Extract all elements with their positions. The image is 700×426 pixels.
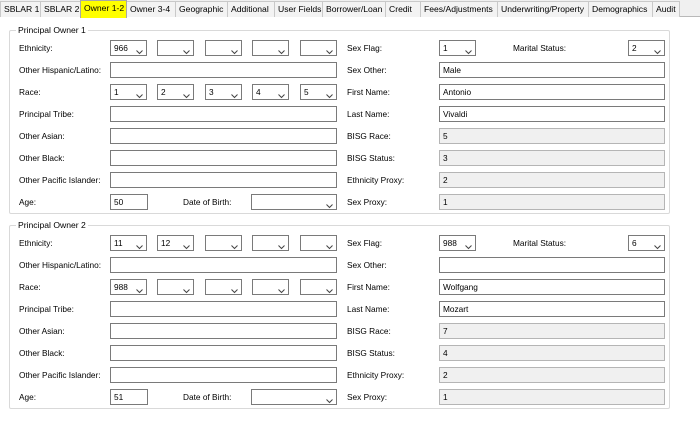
tab-label: SBLAR 1 (4, 4, 40, 14)
chevron-down-icon (231, 45, 238, 51)
other-pacific-label: Other Pacific Islander: (19, 175, 101, 185)
other-asian-label: Other Asian: (19, 131, 65, 141)
last-name-field[interactable]: Vivaldi (439, 106, 665, 122)
marital-status-select[interactable] (628, 40, 665, 56)
age-field[interactable]: 50 (110, 194, 148, 210)
ethnicity-label: Ethnicity: (19, 43, 53, 53)
sex-flag-select[interactable] (439, 40, 476, 56)
other-pacific-label: Other Pacific Islander: (19, 370, 101, 380)
sex-flag-select[interactable] (439, 235, 476, 251)
chevron-down-icon (231, 284, 238, 290)
last-name-label: Last Name: (347, 304, 390, 314)
ethnicity-select-3[interactable] (205, 40, 242, 56)
chevron-down-icon (231, 240, 238, 246)
tab-sblar-2[interactable] (40, 1, 81, 17)
ethnicity-select-5[interactable] (300, 40, 337, 56)
chevron-down-icon (231, 89, 238, 95)
select-value: 1 (443, 43, 448, 53)
race-select-3[interactable] (205, 279, 242, 295)
tab-label: Audit (656, 4, 676, 14)
ethnicity-label: Ethnicity: (19, 238, 53, 248)
tab-owner-3-4[interactable] (126, 1, 176, 17)
tab-label: Fees/Adjustments (424, 4, 493, 14)
chevron-down-icon (278, 89, 285, 95)
sex-flag-label: Sex Flag: (347, 43, 383, 53)
chevron-down-icon (465, 45, 472, 51)
select-value: 1 (114, 87, 119, 97)
sex-other-field[interactable]: Male (439, 62, 665, 78)
sex-proxy-field: 1 (439, 194, 665, 210)
tab-borrower-loan[interactable] (322, 1, 386, 17)
sex-proxy-label: Sex Proxy: (347, 392, 388, 402)
ethnicity-select-2[interactable] (157, 40, 194, 56)
sex-other-label: Sex Other: (347, 65, 387, 75)
first-name-field[interactable]: Antonio (439, 84, 665, 100)
ethnicity-proxy-field: 2 (439, 367, 665, 383)
tab-label: Underwriting/Property (501, 4, 585, 14)
chevron-down-icon (136, 89, 143, 95)
tab-sblar-1[interactable] (0, 1, 41, 17)
tab-label: Demographics (592, 4, 648, 14)
chevron-down-icon (326, 394, 333, 400)
date-of-birth-select[interactable] (251, 389, 337, 405)
other-black-field[interactable] (110, 150, 337, 166)
other-hispanic-field[interactable] (110, 62, 337, 78)
sex-proxy-field: 1 (439, 389, 665, 405)
bisg-status-field: 3 (439, 150, 665, 166)
select-value: 11 (114, 238, 123, 248)
first-name-label: First Name: (347, 282, 390, 292)
ethnicity-select-1[interactable] (110, 235, 147, 251)
age-field[interactable]: 51 (110, 389, 148, 405)
dob-label: Date of Birth: (183, 197, 232, 207)
other-hispanic-label: Other Hispanic/Latino: (19, 65, 102, 75)
chevron-down-icon (326, 45, 333, 51)
ethnicity-select-3[interactable] (205, 235, 242, 251)
other-black-field[interactable] (110, 345, 337, 361)
bisg-status-label: BISG Status: (347, 348, 395, 358)
other-asian-field[interactable] (110, 128, 337, 144)
tab-credit[interactable] (385, 1, 421, 17)
tab-underwriting-property[interactable] (497, 1, 589, 17)
select-value: 988 (114, 282, 128, 292)
race-select-5[interactable] (300, 279, 337, 295)
last-name-label: Last Name: (347, 109, 390, 119)
first-name-label: First Name: (347, 87, 390, 97)
tab-fees-adjustments[interactable] (420, 1, 498, 17)
tab-label: Owner 3-4 (130, 4, 171, 14)
chevron-down-icon (326, 89, 333, 95)
age-label: Age: (19, 392, 37, 402)
race-select-4[interactable] (252, 84, 289, 100)
tab-label: Credit (389, 4, 412, 14)
tab-label: Owner 1-2 (84, 3, 125, 13)
chevron-down-icon (326, 199, 333, 205)
sex-proxy-label: Sex Proxy: (347, 197, 388, 207)
chevron-down-icon (136, 45, 143, 51)
principal-tribe-label: Principal Tribe: (19, 109, 74, 119)
marital-status-select[interactable] (628, 235, 665, 251)
ethnicity-select-1[interactable] (110, 40, 147, 56)
race-select-1[interactable] (110, 84, 147, 100)
other-hispanic-label: Other Hispanic/Latino: (19, 260, 102, 270)
chevron-down-icon (183, 240, 190, 246)
chevron-down-icon (278, 284, 285, 290)
race-select-4[interactable] (252, 279, 289, 295)
other-black-label: Other Black: (19, 153, 65, 163)
tab-label: Additional (231, 4, 269, 14)
ethnicity-select-5[interactable] (300, 235, 337, 251)
chevron-down-icon (654, 240, 661, 246)
select-value: 5 (304, 87, 309, 97)
marital-status-label: Marital Status: (513, 238, 567, 248)
bisg-status-label: BISG Status: (347, 153, 395, 163)
tab-audit[interactable] (652, 1, 680, 17)
tab-label: SBLAR 2 (44, 4, 80, 14)
bisg-race-label: BISG Race: (347, 326, 391, 336)
race-label: Race: (19, 87, 41, 97)
chevron-down-icon (183, 45, 190, 51)
select-value: 4 (256, 87, 261, 97)
ethnicity-select-2[interactable] (157, 235, 194, 251)
ethnicity-proxy-label: Ethnicity Proxy: (347, 175, 405, 185)
race-label: Race: (19, 282, 41, 292)
last-name-field[interactable]: Mozart (439, 301, 665, 317)
chevron-down-icon (183, 284, 190, 290)
bisg-race-label: BISG Race: (347, 131, 391, 141)
tab-owner-1-2[interactable] (80, 0, 127, 18)
ethnicity-proxy-field: 2 (439, 172, 665, 188)
tab-label: Geographic (179, 4, 224, 14)
panel-title: Principal Owner 2 (18, 220, 86, 230)
other-hispanic-field[interactable] (110, 257, 337, 273)
race-select-5[interactable] (300, 84, 337, 100)
tab-user-fields[interactable] (274, 1, 323, 17)
bisg-race-field: 7 (439, 323, 665, 339)
chevron-down-icon (654, 45, 661, 51)
chevron-down-icon (136, 284, 143, 290)
chevron-down-icon (326, 284, 333, 290)
select-value: 988 (443, 238, 457, 248)
race-select-2[interactable] (157, 84, 194, 100)
ethnicity-select-4[interactable] (252, 235, 289, 251)
tab-label: User Fields (278, 4, 322, 14)
sex-other-label: Sex Other: (347, 260, 387, 270)
select-value: 2 (632, 43, 637, 53)
ethnicity-select-4[interactable] (252, 40, 289, 56)
race-select-3[interactable] (205, 84, 242, 100)
other-asian-label: Other Asian: (19, 326, 65, 336)
other-pacific-field[interactable] (110, 367, 337, 383)
ethnicity-proxy-label: Ethnicity Proxy: (347, 370, 405, 380)
bisg-status-field: 4 (439, 345, 665, 361)
tab-label: Borrower/Loan (326, 4, 383, 14)
tab-additional[interactable] (227, 1, 275, 17)
first-name-field[interactable]: Wolfgang (439, 279, 665, 295)
dob-label: Date of Birth: (183, 392, 232, 402)
age-label: Age: (19, 197, 37, 207)
other-pacific-field[interactable] (110, 172, 337, 188)
principal-tribe-label: Principal Tribe: (19, 304, 74, 314)
select-value: 2 (161, 87, 166, 97)
race-select-1[interactable] (110, 279, 147, 295)
sex-flag-label: Sex Flag: (347, 238, 383, 248)
other-asian-field[interactable] (110, 323, 337, 339)
chevron-down-icon (183, 89, 190, 95)
select-value: 966 (114, 43, 128, 53)
tab-geographic[interactable] (175, 1, 228, 17)
other-black-label: Other Black: (19, 348, 65, 358)
tab-strip (0, 0, 700, 17)
chevron-down-icon (278, 45, 285, 51)
principal-owner-1-panel (9, 25, 670, 214)
date-of-birth-select[interactable] (251, 194, 337, 210)
bisg-race-field: 5 (439, 128, 665, 144)
marital-status-label: Marital Status: (513, 43, 567, 53)
chevron-down-icon (465, 240, 472, 246)
tab-demographics[interactable] (588, 1, 653, 17)
principal-owner-2-panel (9, 220, 670, 409)
select-value: 6 (632, 238, 637, 248)
chevron-down-icon (326, 240, 333, 246)
panel-title: Principal Owner 1 (18, 25, 86, 35)
select-value: 12 (161, 238, 171, 248)
chevron-down-icon (136, 240, 143, 246)
race-select-2[interactable] (157, 279, 194, 295)
principal-tribe-field[interactable] (110, 301, 337, 317)
sex-other-field[interactable] (439, 257, 665, 273)
principal-tribe-field[interactable] (110, 106, 337, 122)
chevron-down-icon (278, 240, 285, 246)
select-value: 3 (209, 87, 214, 97)
